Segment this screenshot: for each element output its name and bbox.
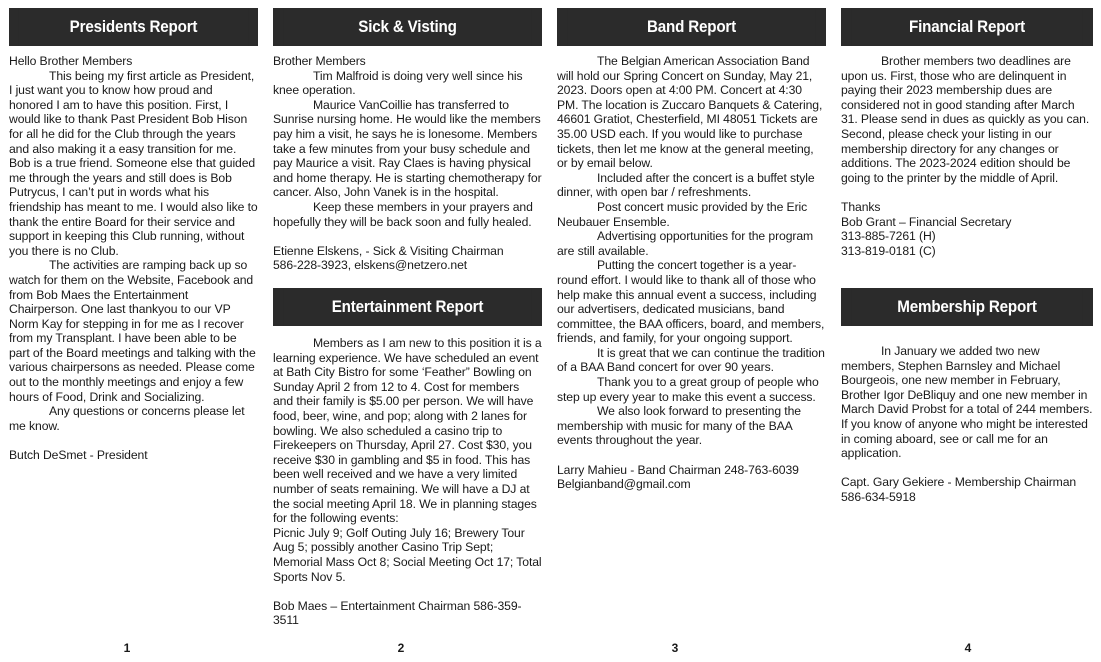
section-body (273, 54, 542, 273)
section-header (273, 288, 542, 326)
phone: 586-634-5918 (841, 489, 916, 504)
closing: Thanks (841, 199, 881, 214)
column-sick-visiting (273, 8, 542, 273)
page-number: 4 (964, 641, 972, 655)
paragraph: Maurice VanCoillie has transferred to Sunrise nursing home. He would like the members pay him a visit, he says he is lonesome. Members take a few minutes from your busy schedule and pay Maurice a visit. Ray Claes is having physical and home therapy. He is starting chemotherapy for cancer. Also, John Vanek is in the hospital. (273, 97, 542, 200)
paragraph: The activities are ramping back up so watch for them on the Website, Facebook and from Bob Maes the Entertainment Chairperson. One last thankyou to our VP Norm Kay for stepping in for me as I recover from my Transplant. I have been able to be part of the Board meetings and talking with the various chairpersons as needed. Please come out to the monthly meetings and enjoy a few hours of Food, Drink and Socializing. (9, 258, 256, 404)
section-title: Financial Report (851, 8, 1083, 46)
section-title: Membership Report (851, 288, 1083, 326)
column-entertainment-report (273, 288, 542, 628)
paragraph: The Belgian American Association Band will hold our Spring Concert on Sunday, May 21, 2023. Doors open at 4:00 PM. Concert at 4:30 PM. The location is Zuccaro Banquets & Catering, 46601 Gratiot, Chesterfield, MI 48051 Tickets are 35.00 USD each. If you would like to purchase tickets, then let me know at the general meeting, or by email below. (557, 54, 823, 171)
page-number: 2 (397, 641, 405, 655)
signature: Butch DeSmet - President (9, 448, 148, 463)
paragraph: In January we added two new members, Stephen Barnsley and Michael Bourgeois, one new member in February, Brother Igor DeBliquy and one new member in March David Probst for a total of 244 members. If you know of anyone who might be interested in coming aboard, see or call me for an application. (841, 344, 1093, 461)
section-body (841, 344, 1093, 505)
section-header (9, 8, 258, 46)
signature: Bob Maes – Entertainment Chairman 586-359-3511 (273, 598, 522, 628)
paragraph: Tim Malfroid is doing very well since his knee operation. (273, 68, 523, 98)
signature: Bob Grant – Financial Secretary (841, 214, 1012, 229)
column-membership-report (841, 288, 1093, 505)
paragraph: This being my first article as President, I just want you to know how proud and honored I am to have this position. First, I would like to thank Past President Bob Hison for all he did for the Club through the years and also making it a easy transition for me. Bob is a true friend. Someone else that guided me through the years and still does is Bob Putrycus, I can’t put in words what his friendship has meant to me. I would also like to thank the entire Board for their service and support in keeping this Club running, without you there is no Club. (9, 68, 258, 258)
paragraph: Keep these members in your prayers and hopefully they will be back soon and fully healed. (273, 199, 533, 229)
greeting: Hello Brother Members (9, 54, 133, 68)
paragraph: It is great that we can continue the tradition of a BAA Band concert for over 90 years. (557, 345, 825, 375)
paragraph: Members as I am new to this position it is a learning experience. We have scheduled an event at Bath City Bistro for some ‘Feather” Bowling on Sunday April 2 from 12 to 4. Cost for members and their family is $5.00 per person. We will have food, beer, wine, and pop; along with 2 lanes for bowling. We also scheduled a casino trip to Firekeepers on Thursday, April 27. Cost $30, you receive $30 in gambling and $5 in food. This has been well received and we have a very limited number of seats remaining. We will have a DJ at the social meeting April 18. We in planning stages for the following events: (273, 336, 542, 526)
paragraph: Brother members two deadlines are upon us. First, those who are delinquent in paying their 2023 membership dues are considered not in good standing after March 31. Please send in dues as quickly as you can. Second, please check your listing in our membership directory for any changes or additions. The 2023-2024 edition should be going to the printer by the middle of April. (841, 54, 1090, 185)
section-header (273, 8, 542, 46)
phone-home: 313-885-7261 (H) (841, 229, 936, 244)
column-financial-report (841, 8, 1093, 258)
section-title: Band Report (568, 8, 815, 46)
event-list: Picnic July 9; Golf Outing July 16; Brewery Tour Aug 5; possibly another Casino Trip Sept; Memorial Mass Oct 8; Social Meeting Oct 17; Total Sports Nov 5. (273, 525, 542, 584)
signature: Larry Mahieu - Band Chairman 248-763-6039 (557, 462, 799, 477)
section-body (841, 54, 1093, 258)
column-band-report (557, 8, 826, 492)
contact-email: Belgianband@gmail.com (557, 477, 691, 492)
section-body (9, 54, 258, 463)
contact-info: 586-228-3923, elskens@netzero.net (273, 258, 468, 273)
signature: Capt. Gary Gekiere - Membership Chairman (841, 475, 1077, 490)
paragraph: We also look forward to presenting the membership with music for many of the BAA events throughout the year. (557, 404, 801, 448)
section-header (841, 8, 1093, 46)
section-header (557, 8, 826, 46)
section-title: Entertainment Report (284, 288, 531, 326)
paragraph: Included after the concert is a buffet style dinner, with open bar / refreshments. (557, 170, 815, 200)
signature: Etienne Elskens, - Sick & Visiting Chairman (273, 243, 504, 258)
paragraph: Advertising opportunities for the program are still available. (557, 229, 814, 258)
paragraph: Thank you to a great group of people who step up every year to make this event a success. (557, 375, 819, 404)
paragraph: Putting the concert together is a year-round effort. I would like to thank all of those who help make this annual event a success, including our advertisers, dedicated musicians, band committee, the BAA officers, board, and members, friends, and family, for your ongoing support. (557, 258, 825, 346)
paragraph: Any questions or concerns please let me know. (9, 404, 245, 433)
paragraph: Post concert music provided by the Eric Neubauer Ensemble. (557, 199, 808, 229)
section-header (841, 288, 1093, 326)
page-number: 3 (671, 641, 679, 655)
section-body (273, 336, 542, 628)
column-presidents-report (9, 8, 258, 463)
phone-cell: 313-819-0181 (C) (841, 243, 936, 258)
section-title: Sick & Visting (284, 8, 531, 46)
page-number: 1 (123, 641, 131, 655)
section-title: Presidents Report (19, 8, 248, 46)
greeting: Brother Members (273, 54, 366, 68)
section-body (557, 54, 826, 492)
